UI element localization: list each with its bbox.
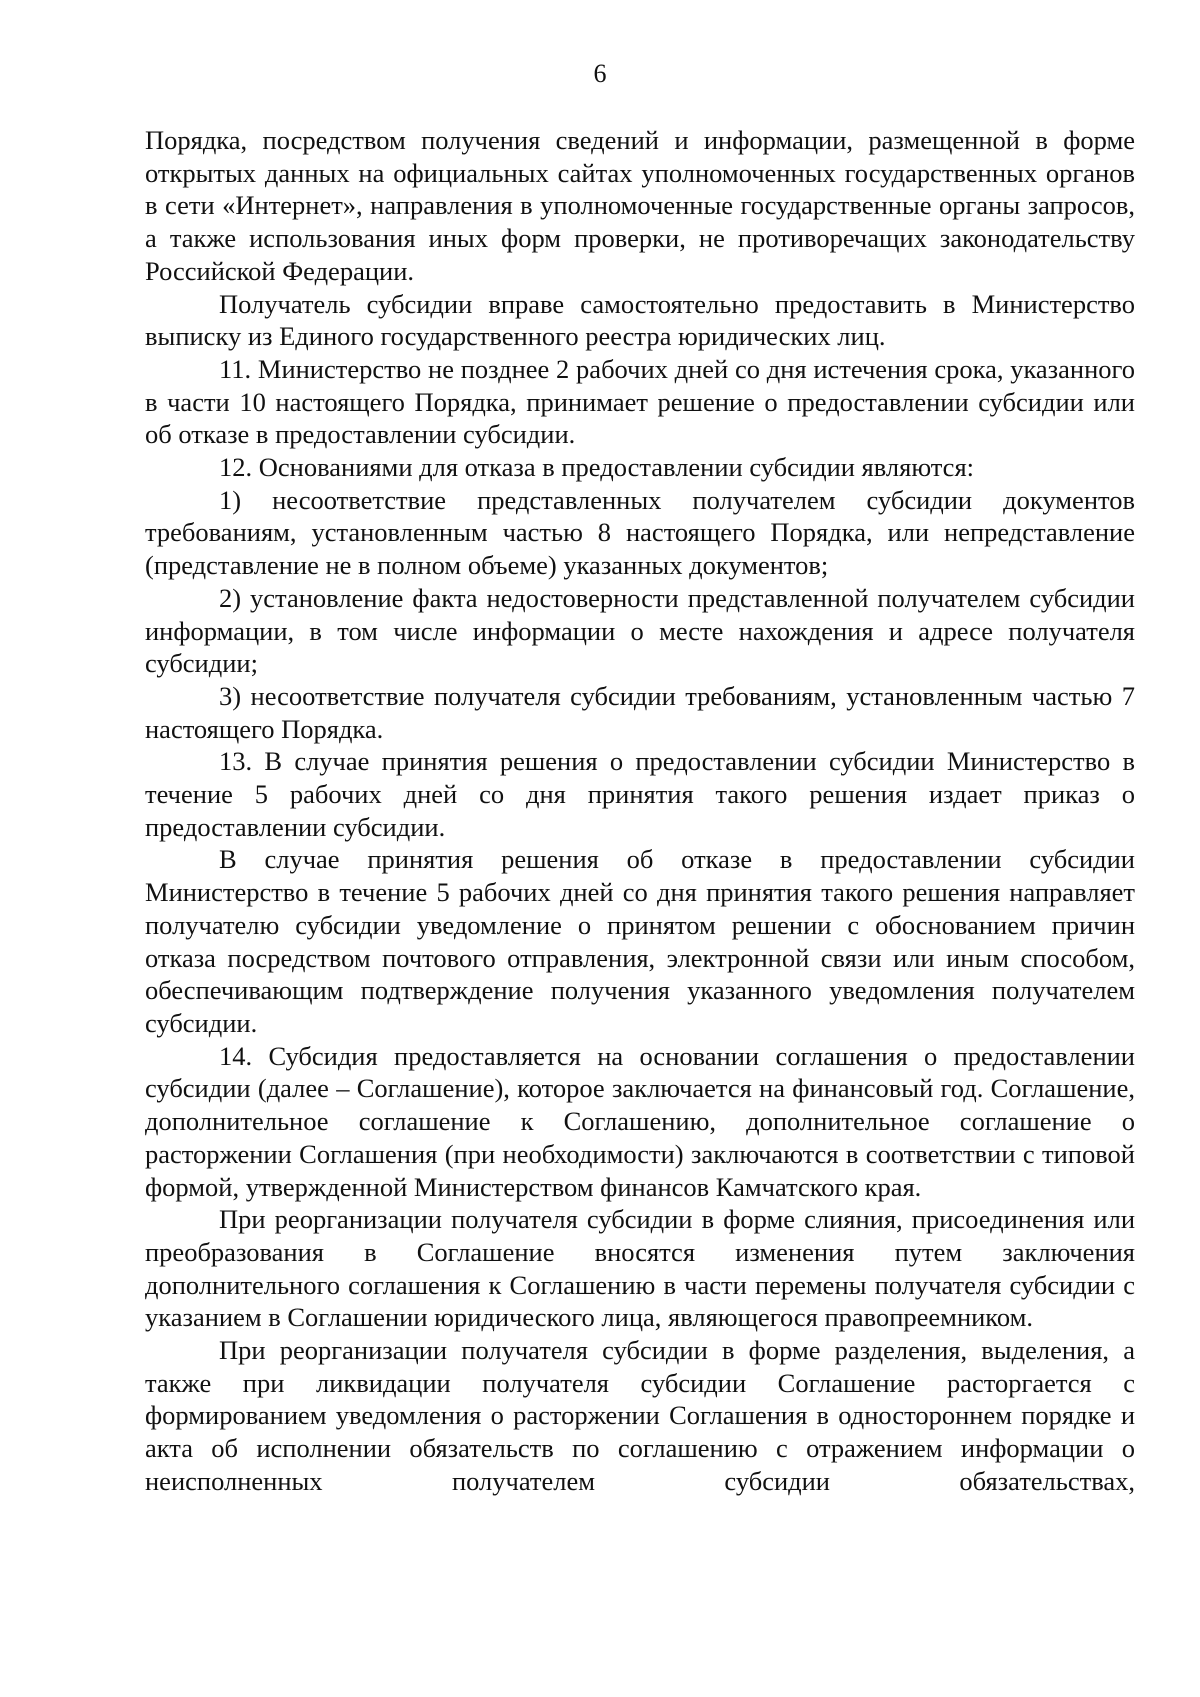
paragraph: При реорганизации получателя субсидии в форме разделения, выделения, а также при ликвидации получателя субсидии Соглашение расторгается с формированием уведомления о расторжении Соглашения в одностороннем порядке и акта об исполнении обязательств по соглашению с отражением информации о неисполненных получателем субсидии обязательствах,: [145, 1335, 1135, 1496]
paragraph: Порядка, посредством получения сведений и информации, размещенной в форме открытых данных на официальных сайтах уполномоченных государственных органов в сети «Интернет», направления в уполномоченные государственные органы запросов, а также использования иных форм проверки, не противоречащих законодательству Российской Федерации.: [145, 125, 1135, 286]
paragraph: 2) установление факта недостоверности представленной получателем субсидии информации, в том числе информации о месте нахождения и адресе получателя субсидии;: [145, 582, 1135, 679]
paragraph: 1) несоответствие представленных получателем субсидии документов требованиям, установленным частью 8 настоящего Порядка, или непредставление (представление не в полном объеме) указанных документов;: [145, 484, 1135, 581]
document-body: [145, 124, 1135, 1498]
paragraph: 3) несоответствие получателя субсидии требованиям, установленным частью 7 настоящего Порядка.: [145, 680, 1135, 744]
paragraph: 12. Основаниями для отказа в предоставлении субсидии являются:: [219, 452, 974, 483]
paragraph: 11. Министерство не позднее 2 рабочих дней со дня истечения срока, указанного в части 10 настоящего Порядка, принимает решение о предоставлении субсидии или об отказе в предоставлении субсидии.: [145, 353, 1135, 450]
paragraph: При реорганизации получателя субсидии в форме слияния, присоединения или преобразования в Соглашение вносятся изменения путем заключения дополнительного соглашения к Соглашению в части перемены получателя субсидии с указанием в Соглашении юридического лица, являющегося правопреемником.: [145, 1204, 1135, 1333]
paragraph: В случае принятия решения об отказе в предоставлении субсидии Министерство в течение 5 рабочих дней со дня принятия такого решения направляет получателю субсидии уведомление о принятом решении с обоснованием причин отказа посредством почтового отправления, электронной связи или иным способом, обеспечивающим подтверждение получения указанного уведомления получателем субсидии.: [145, 844, 1135, 1038]
paragraph: Получатель субсидии вправе самостоятельно предоставить в Министерство выписку из Единого государственного реестра юридических лиц.: [145, 288, 1135, 352]
paragraph: 14. Субсидия предоставляется на основании соглашения о предоставлении субсидии (далее – Соглашение), которое заключается на финансовый год. Соглашение, дополнительное соглашение к Соглашению, дополнительное соглашение о расторжении Соглашения (при необходимости) заключаются в соответствии с типовой формой, утвержденной Министерством финансов Камчатского края.: [145, 1040, 1135, 1202]
page-number: 6: [593, 59, 607, 88]
paragraph: 13. В случае принятия решения о предоставлении субсидии Министерство в течение 5 рабочих дней со дня принятия такого решения издает приказ о предоставлении субсидии.: [145, 746, 1135, 842]
